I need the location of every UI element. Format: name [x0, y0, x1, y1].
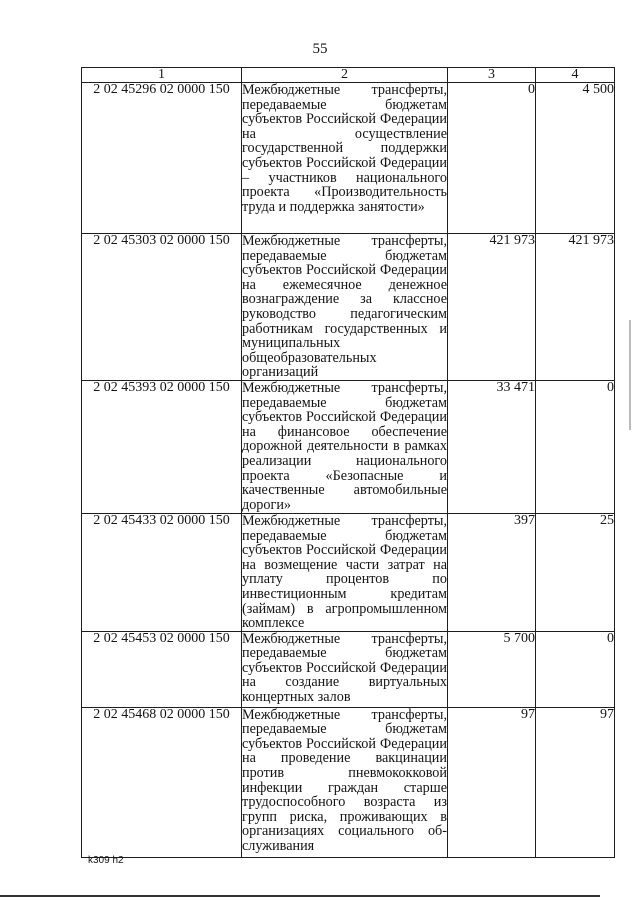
budget-code: 2 02 45433 02 0000 150	[82, 513, 242, 631]
description: Межбюджетные трансферты, передаваемые бюджетам субъектов Российской Федерации на осуществление государственной поддержки субъектов Российской Федерации – участников национального проекта «Производительность труда и поддержка занятости»	[242, 83, 448, 234]
value-col-3: 5 700	[448, 631, 536, 707]
table-row	[82, 234, 615, 381]
value-col-3: 421 973	[448, 234, 536, 381]
header-col-3: 3	[448, 68, 536, 83]
budget-code: 2 02 45393 02 0000 150	[82, 380, 242, 513]
budget-code: 2 02 45468 02 0000 150	[82, 707, 242, 857]
page-number: 55	[312, 41, 328, 57]
footer-code: k309 h2	[88, 855, 124, 866]
header-col-2: 2	[242, 68, 448, 83]
budget-table	[81, 67, 615, 858]
table-row	[82, 631, 615, 707]
scan-artifact-line	[0, 895, 600, 897]
budget-code: 2 02 45453 02 0000 150	[82, 631, 242, 707]
value-col-4: 97	[536, 707, 615, 857]
value-col-3: 33 471	[448, 380, 536, 513]
description: Межбюджетные трансферты, передаваемые бюджетам субъектов Российской Федерации на проведение вакцинации против пневмококковой инфекции граждан старше трудоспособного возраста из групп риска, проживающих в организациях социального обслуживания	[242, 707, 448, 857]
value-col-4: 0	[536, 631, 615, 707]
budget-code: 2 02 45303 02 0000 150	[82, 234, 242, 381]
description: Межбюджетные трансферты, передаваемые бюджетам субъектов Российской Федерации на ежемесячное денежное вознаграждение за классное руководство педагогическим работникам государственных и муниципальных общеобразовательных организаций	[242, 233, 447, 381]
description: Межбюджетные трансферты, передаваемые бюджетам субъектов Российской Федерации на создание виртуальных концертных залов	[242, 631, 448, 707]
value-col-3: 0	[448, 83, 536, 234]
table-row	[82, 513, 615, 631]
value-col-4: 25	[536, 513, 615, 631]
description: Межбюджетные трансферты, передаваемые бюджетам субъектов Российской Федерации на возмещение части затрат на уплату процентов по инвестиционным кредитам (займам) в агропромышленном комплексе	[242, 512, 447, 632]
table-row	[82, 380, 615, 513]
value-col-4: 0	[536, 380, 615, 513]
scan-artifact-edge	[629, 320, 631, 430]
value-col-3: 97	[448, 707, 536, 857]
value-col-4: 421 973	[536, 234, 615, 381]
value-col-3: 397	[448, 513, 536, 631]
header-col-4: 4	[536, 68, 615, 83]
table-row	[82, 83, 615, 234]
header-col-1: 1	[82, 68, 242, 83]
description: Межбюджетные трансферты, передаваемые бюджетам субъектов Российской Федерации на финансовое обеспечение дорожной деятельности в рамках реализации национального проекта «Безопасные и качественные автомобильные дороги»	[242, 379, 447, 513]
header-row	[82, 68, 615, 83]
budget-code: 2 02 45296 02 0000 150	[82, 83, 242, 234]
table-row	[82, 707, 615, 857]
value-col-4: 4 500	[536, 83, 615, 234]
